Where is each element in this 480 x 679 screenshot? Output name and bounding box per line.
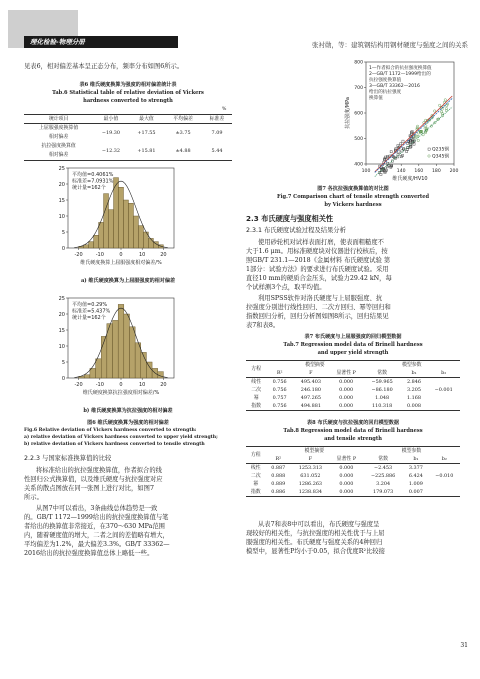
- text-line: 利用SPSS软件对洛氏硬度与上屈服强度、抗: [258, 295, 383, 302]
- table-cell: 0.756: [272, 403, 287, 409]
- histogram-bar: [146, 362, 152, 378]
- table-cell: 0.886: [271, 489, 286, 495]
- text-line: 所示。: [24, 494, 43, 501]
- y-tick-label: 500: [354, 137, 363, 143]
- table-cell: 6.424: [408, 473, 423, 479]
- table7-header-row: [246, 369, 460, 378]
- legend-text: 1—作者拟合的抗拉强度换算值: [369, 66, 432, 71]
- table-row: [246, 464, 460, 473]
- table-cell: 二次: [251, 387, 262, 393]
- fig7-caption-en1: Fig.7 Comparison chart of tensile strength converted: [276, 194, 430, 200]
- stat-label: 平均值=0.29%: [72, 302, 108, 308]
- text-line: 个试样测3个点，取平均值。: [246, 284, 326, 291]
- x-tick-label: -20: [74, 382, 83, 388]
- scatter-point-q235: [384, 156, 386, 158]
- table-cell: −12.32: [101, 148, 120, 154]
- histogram-bar: [123, 200, 128, 248]
- table-cell: 0.757: [272, 395, 287, 401]
- x-tick-label: 0: [119, 252, 123, 258]
- table-cell: 0.887: [271, 465, 286, 471]
- table-cell: 1.009: [408, 481, 423, 487]
- table-cell: 1253.313: [298, 465, 323, 471]
- table-row: [246, 386, 460, 394]
- x-axis-label: 维氏硬度/HV10: [392, 176, 428, 182]
- x-tick-label: -20: [74, 252, 83, 258]
- y-tick-label: 800: [354, 60, 363, 66]
- table6: [24, 114, 232, 161]
- scatter-point-q345: [444, 99, 446, 101]
- scatter-point-q345: [422, 134, 424, 136]
- x-tick-label: 10: [139, 382, 146, 388]
- legend-marker-q235: [428, 148, 430, 150]
- table-cell: [427, 394, 460, 402]
- stat-label: 标准差=7.0931%: [72, 178, 114, 185]
- histogram-bar: [109, 210, 114, 248]
- table6-title-cn: 表6 维氏硬度换算为强度的相对偏差统计表: [79, 82, 177, 88]
- figure-7-scatter: [246, 56, 460, 186]
- y-tick-label: 0: [61, 375, 65, 382]
- scatter-point-q235: [400, 143, 402, 145]
- table-cell: 3.205: [406, 387, 421, 393]
- table6-header-row: [24, 115, 232, 124]
- x-tick-label: 140: [396, 169, 406, 174]
- table-cell: 179.073: [372, 489, 394, 495]
- table-row: [246, 378, 460, 387]
- table-cell: 幂: [253, 481, 259, 487]
- table-row: [246, 480, 460, 488]
- journal-title: 理化检验-物理分册: [24, 36, 178, 48]
- table8-title-cn: 表8 布氏硬度与抗拉强度的回归模型数据: [307, 420, 399, 426]
- table-cell: −0.010: [435, 473, 454, 479]
- x-tick-label: 20: [160, 252, 167, 258]
- text-line: 使用砂轮机对试样表面打磨，使表面粗糙度不: [258, 239, 384, 246]
- histogram-bar: [138, 226, 143, 248]
- histogram-bar: [135, 343, 141, 378]
- fig7-caption-en2: by Vickers hardness: [324, 202, 382, 208]
- x-tick-label: 10: [139, 252, 146, 258]
- table-cell: 指数: [250, 489, 261, 495]
- legend-label-q235: Q235钢: [432, 147, 449, 153]
- text-line: 2016给出的抗拉强度换算值总体上略低一些。: [24, 550, 154, 557]
- table-cell: [427, 378, 460, 387]
- text-line: 服强度的相关性。布氏硬度与强度关系的4种回归: [246, 539, 383, 546]
- table-header: 模型摘要: [304, 448, 325, 454]
- regression-line-1: [375, 96, 452, 172]
- text-line: 1部分：试验方法》的要求进行布氏硬度试验。采用: [246, 266, 389, 273]
- text-line: 关系的散点图放在同一张图上进行对比，如图7: [24, 485, 154, 492]
- table-cell: 1.048: [375, 395, 390, 401]
- y-tick-label: 10: [58, 343, 65, 350]
- histogram-bar: [124, 314, 130, 378]
- fig6-caption-en2: a) relative deviation of Vickers hardness converted to upper yield strength;: [24, 435, 218, 440]
- stat-label: 统计量=162个: [72, 185, 106, 191]
- table-cell: 0.008: [406, 403, 421, 409]
- table-cell: 0.888: [271, 473, 286, 479]
- legend-text: 3—GB/T 33362—2016: [369, 84, 420, 89]
- histogram-bar: [101, 336, 107, 378]
- table-row: [246, 402, 460, 411]
- table-header: 常数: [377, 370, 387, 376]
- table-row: [246, 472, 460, 480]
- y-tick-label: 25: [58, 295, 65, 302]
- histogram-bar: [90, 368, 96, 378]
- histogram-b: [24, 290, 232, 408]
- table-cell: 0.000: [339, 403, 354, 409]
- table-cell: 0.000: [339, 473, 354, 479]
- table-cell: 497.265: [300, 395, 321, 401]
- table-header: b₁: [411, 370, 417, 376]
- table-header: b₂: [441, 370, 447, 376]
- table-cell: +15.81: [137, 148, 156, 154]
- table-cell: 上屈服强度换算值 相对偏差: [39, 125, 79, 140]
- text-line: 直径10 mm的硬质合金压头，试验力29.42 kN，每: [246, 275, 392, 282]
- table-cell: [429, 464, 460, 473]
- fig6-caption-en1: Fig.6 Relative deviation of Vickers hardness converted to strength:: [24, 428, 197, 433]
- table6-unit: %: [222, 107, 227, 112]
- legend-text: 2—GB/T 1172—1999给出的: [369, 72, 431, 77]
- x-tick-label: -10: [95, 252, 104, 258]
- table-header: 最大值: [139, 116, 154, 122]
- x-tick-label: 120: [379, 169, 388, 174]
- table6-title-en1: Tab.6 Statistical table of relative deviation of Vickers: [52, 90, 204, 96]
- x-tick-label: 180: [432, 169, 441, 174]
- histogram-bar: [129, 327, 135, 378]
- paragraph-1: [24, 466, 232, 502]
- histogram-bar: [84, 375, 90, 378]
- y-tick-label: 5: [61, 359, 65, 366]
- stat-label: 标准差=5.437%: [72, 308, 111, 315]
- table8-header-row: [246, 455, 460, 464]
- table-header: 最小值: [103, 116, 119, 122]
- scatter-point-q235: [384, 158, 386, 160]
- table7-title-en1: Tab.7 Regression model data of Brinell hardness: [283, 342, 423, 348]
- table-header: R²: [276, 370, 283, 376]
- scatter-point-q345: [425, 125, 427, 127]
- x-axis-label: 维氏硬度换算上屈服强度相对偏差/%: [80, 260, 162, 266]
- scatter-point-q235: [402, 140, 404, 142]
- intro-text: 见表6，相对偏差基本呈正态分布，频率分布如图6所示。: [24, 63, 184, 70]
- text-line: 的。GB/T 1172—1999给出的抗拉强度换算值与笔: [24, 514, 169, 521]
- legend-label-q345: Q345钢: [432, 154, 449, 160]
- histogram-bar: [96, 359, 102, 378]
- table-cell: 110.318: [371, 403, 393, 409]
- table-header: 方程: [250, 452, 261, 458]
- table-cell: −19.30: [101, 130, 120, 136]
- histogram-bar: [133, 216, 138, 248]
- running-header: 张衬勋，等：建筑钢结构用钢材硬度与强度之间的关系: [312, 41, 468, 49]
- table-row: [246, 394, 460, 402]
- y-tick-label: 20: [58, 181, 65, 188]
- x-axis-label: 维氏硬度换算抗拉强度相对偏差/%: [82, 390, 160, 396]
- y-tick-label: 20: [58, 311, 65, 318]
- table-row: [24, 124, 232, 143]
- table-cell: 0.000: [339, 489, 354, 495]
- table-cell: 246.180: [300, 387, 321, 393]
- table-cell: −2.453: [374, 465, 393, 471]
- table-header: b₁: [413, 456, 419, 462]
- table-header: 常数: [378, 456, 388, 462]
- table-cell: 0.000: [339, 395, 354, 401]
- text-line: 性回归公式换算值，以及维氏硬度与抗拉强度对应: [24, 476, 163, 483]
- text-line: 现较好的相关性，与抗拉强度的相关性优于与上屈: [246, 530, 385, 537]
- fig7-caption-cn: 图7 各抗拉强度换算值的对比图: [317, 186, 389, 192]
- table-header: F: [308, 456, 313, 462]
- table6-title-en2: hardness converted to strength: [83, 98, 173, 104]
- histogram-bar: [89, 242, 94, 248]
- text-line: 从表7和表8中可以看出，布氏硬度与强度呈: [258, 521, 380, 528]
- table-header: 标准差: [209, 116, 225, 122]
- table-cell: −59.965: [371, 379, 393, 385]
- histogram-bar: [118, 304, 124, 378]
- table-cell: ±4.88: [175, 148, 191, 154]
- x-tick-label: 0: [119, 382, 123, 388]
- text-line: 指数回归分析，回归分析图如图8所示，回归结果见: [246, 313, 389, 320]
- section-2-3: 2.3 布氏硬度与强度相关性: [246, 214, 334, 223]
- table7-group-row: [246, 361, 460, 370]
- table-cell: 494.881: [300, 403, 321, 409]
- table-cell: 0.000: [339, 379, 354, 385]
- y-axis-label: 抗拉强度/MPa: [345, 97, 351, 129]
- histogram-a: [24, 160, 232, 278]
- scatter-point-q345: [417, 139, 419, 141]
- table-header: 模型摘要: [305, 362, 325, 368]
- text-line: 内，随着硬度值的增大，二者之间的差值略有增大，: [24, 532, 169, 539]
- table8-title-en2: and tensile strength: [324, 436, 382, 442]
- table-cell: 线性: [251, 379, 262, 385]
- stat-label: 平均值=0.4061%: [72, 172, 114, 178]
- table-cell: ±3.75: [175, 130, 191, 136]
- table-cell: 指数: [251, 403, 262, 409]
- histogram-bar: [113, 320, 119, 378]
- histogram-bar: [99, 222, 104, 248]
- table-cell: 抗拉强度换算值 相对偏差: [41, 143, 76, 158]
- text-line: 表7和表8。: [246, 322, 280, 329]
- table-cell: −0.001: [434, 387, 453, 393]
- table8: [246, 446, 460, 497]
- table-cell: 495.403: [300, 379, 321, 385]
- paragraph-4: [246, 294, 460, 330]
- table-cell: 0.000: [339, 465, 354, 471]
- text-line: 从图7中可以看出，3条曲线总体趋势是一致: [36, 505, 158, 512]
- y-tick-label: 700: [354, 86, 363, 92]
- table-cell: 1286.263: [298, 481, 323, 487]
- histogram-bar: [158, 372, 164, 378]
- table-cell: [429, 480, 460, 488]
- table7-title-en2: and upper yield strength: [317, 350, 389, 356]
- table-cell: 0.000: [339, 481, 354, 487]
- table-cell: 5.44: [211, 148, 223, 154]
- table-row: [246, 488, 460, 497]
- text-line: 照GB/T 231.1—2018《金属材料 布氏硬度试验 第: [246, 257, 391, 264]
- table-cell: 1.168: [406, 395, 421, 401]
- histogram-bar: [104, 194, 109, 248]
- table7: [246, 360, 460, 411]
- text-line: 者给出的换算值非常接近，在370～630 MPa范围: [24, 523, 165, 530]
- table-header: 模型参数: [401, 362, 422, 368]
- histogram-bar: [84, 245, 89, 248]
- table-header: 显著性 P: [336, 370, 356, 376]
- y-tick-label: 25: [58, 165, 65, 172]
- table-cell: 0.756: [272, 387, 287, 393]
- table-cell: 二次: [250, 473, 261, 479]
- table-cell: 3.204: [376, 481, 391, 487]
- table-cell: −225.886: [370, 473, 396, 479]
- fig6-caption-en3: b) relative deviation of Vickers hardness converted to tensile strength: [24, 442, 205, 447]
- histogram-bar: [128, 203, 133, 248]
- section-2-2-3: 2.2.3 与国家标准换算值的比较: [24, 455, 112, 462]
- scatter-point-q235: [398, 151, 400, 153]
- table-header: b₂: [441, 456, 447, 462]
- table8-group-row: [246, 447, 460, 456]
- table-row: [24, 142, 232, 161]
- page-number: 31: [460, 642, 468, 649]
- scatter-point-q345: [438, 104, 440, 106]
- scatter-point-q345: [416, 125, 418, 127]
- scatter-point-q235: [406, 150, 408, 152]
- stat-label: 统计量=162个: [72, 315, 106, 321]
- x-tick-label: -10: [95, 382, 104, 388]
- paragraph-5: [246, 520, 460, 556]
- table-cell: 631.052: [300, 473, 321, 479]
- table-cell: 0.756: [272, 379, 287, 385]
- table-cell: 2.846: [406, 379, 421, 385]
- table8-title-en1: Tab.8 Regression model data of Brinell hardness: [283, 428, 423, 434]
- fig6-caption-cn: 图6 维氏硬度换算为强度的相对偏差: [87, 420, 169, 426]
- x-tick-label: 20: [160, 382, 167, 388]
- histogram-bar: [94, 235, 99, 248]
- table-cell: −86.180: [371, 387, 393, 393]
- section-2-3-1: 2.3.1 布氏硬度试验过程及结果分析: [246, 227, 346, 234]
- scatter-point-q235: [390, 151, 392, 153]
- table-header: F: [309, 370, 313, 376]
- table-cell: +17.55: [137, 130, 156, 136]
- table-cell: [427, 402, 460, 411]
- table-cell: 1238.834: [298, 489, 323, 495]
- y-tick-label: 10: [58, 213, 65, 220]
- table-cell: 3.377: [408, 465, 423, 471]
- histogram-bar: [148, 238, 153, 248]
- table-cell: 7.09: [211, 130, 223, 136]
- legend-text: 给出的抗拉强度: [369, 90, 402, 95]
- histogram-a-caption: a) 维氏硬度换算为上屈服强度的相对偏差: [80, 278, 176, 284]
- x-tick-label: 200: [449, 169, 459, 174]
- histogram-b-caption: b) 维氏硬度换算为抗拉强度的相对偏差: [83, 408, 173, 414]
- legend-marker-q345: [428, 155, 430, 157]
- y-tick-label: 15: [58, 197, 65, 204]
- table-header: 平均偏差: [173, 116, 193, 122]
- text-line: 平均偏差为1.2%，最大偏差3.3%。GB/T 33362—: [24, 541, 170, 548]
- y-tick-label: 5: [61, 229, 65, 236]
- table-cell: 0.000: [339, 387, 354, 393]
- table-header: 模型参数: [401, 448, 422, 454]
- table-header: 统计项目: [48, 116, 69, 122]
- y-tick-label: 15: [58, 327, 65, 334]
- paragraph-2: [24, 504, 232, 558]
- y-tick-label: 400: [354, 162, 363, 168]
- histogram-bar: [119, 187, 124, 248]
- text-line: 大于1.6 μm。用标准硬度块对仪器进行校核后，按: [246, 248, 388, 255]
- table-header: 显著性 P: [336, 456, 357, 462]
- table-header: 方程: [251, 366, 262, 372]
- legend-text: 抗拉强度换算值: [369, 78, 402, 83]
- text-line: 将标准给出的抗拉强度换算值，作者拟合的线: [36, 467, 162, 474]
- text-line: 拉强度分别进行线性回归、二次方回归、幂等回归和: [246, 304, 391, 311]
- table-cell: 0.889: [271, 481, 286, 487]
- text-line: 模型中，显著性P均小于0.05，拟合优度R²比较接: [246, 548, 385, 555]
- table-cell: 0.007: [408, 489, 423, 495]
- x-tick-label: 160: [414, 169, 424, 174]
- table-cell: 幂: [253, 395, 259, 401]
- table-header: R²: [275, 456, 282, 462]
- scatter-point-q235: [395, 148, 397, 150]
- y-tick-label: 0: [61, 245, 65, 252]
- table-cell: [429, 488, 460, 497]
- paragraph-3: [246, 238, 460, 292]
- table-cell: 线性: [250, 465, 261, 471]
- table7-title-cn: 表7 布氏硬度与上屈服强度的回归模型数据: [304, 334, 402, 340]
- y-tick-label: 600: [354, 111, 363, 117]
- legend-text: 换算值: [369, 96, 383, 101]
- x-tick-label: 100: [361, 169, 371, 174]
